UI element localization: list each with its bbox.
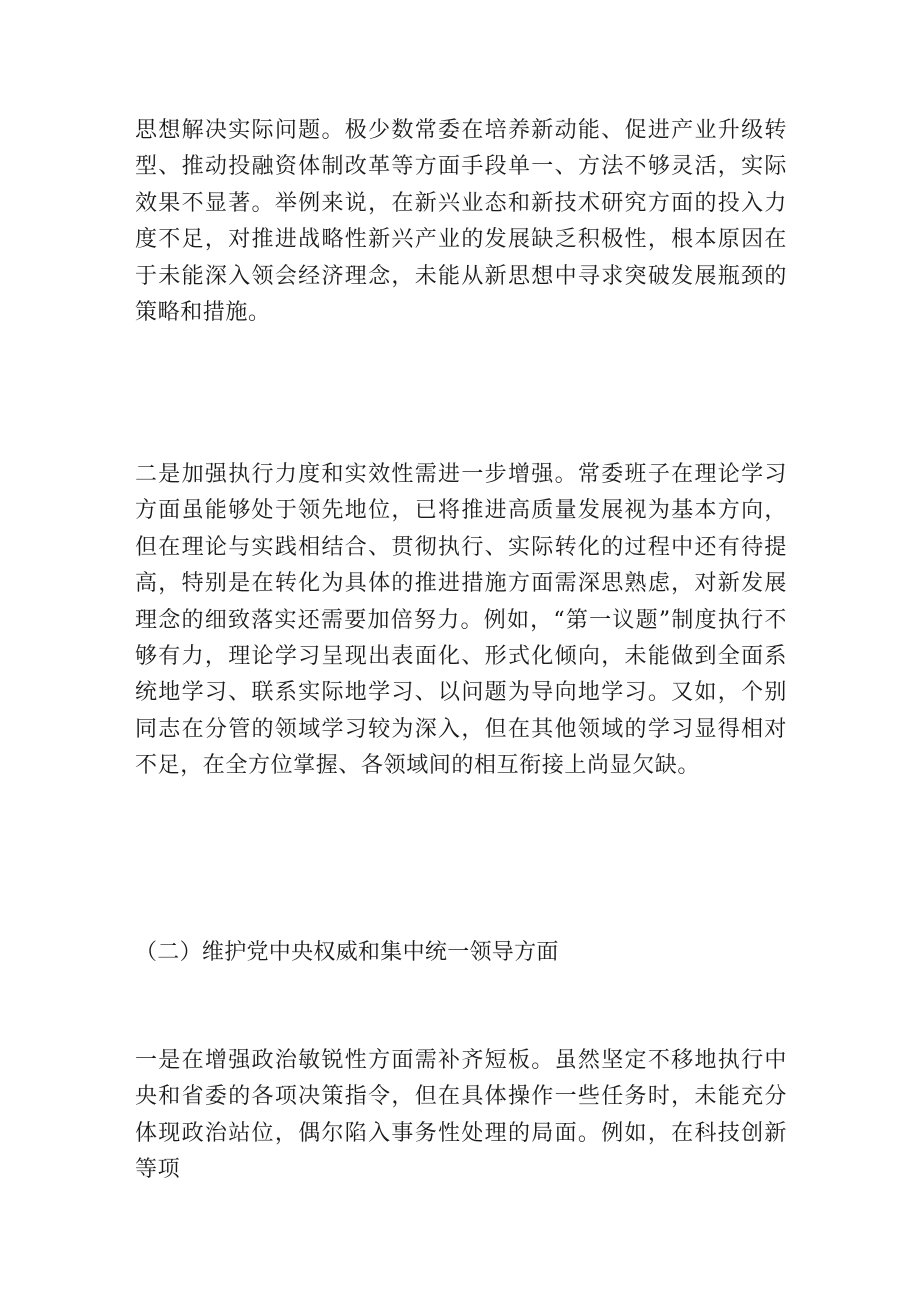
paragraph-execution-strength: 二是加强执行力度和实效性需进一步增强。常委班子在理论学习方面虽能够处于领先地位，已将推进高质量发展视为基本方向，但在理论与实践相结合、贯彻执行、实际转化的过程中还有待提高，特别是在转化为具体的推进措施方面需深思熟虑，对新发展理念的细致落实还需要加倍努力。例如，“第一议题”制度执行不够有力，理论学习呈现出表面化、形式化倾向，未能做到全面系统地学习、联系实际地学习、以问题为导向地学习。又如，个别同志在分管的领域学习较为深入，但在其他领域的学习显得相对不足，在全方位掌握、各领域间的相互衔接上尚显欠缺。 <box>135 462 787 779</box>
paragraph-political-sensitivity: 一是在增强政治敏锐性方面需补齐短板。虽然坚定不移地执行中央和省委的各项决策指令，但在具体操作一些任务时，未能充分体现政治站位，偶尔陷入事务性处理的局面。例如，在科技创新等项 <box>135 1048 787 1183</box>
section-heading: （二）维护党中央权威和集中统一领导方面 <box>135 940 559 965</box>
paragraph-economic-thinking: 思想解决实际问题。极少数常委在培养新动能、促进产业升级转型、推动投融资体制改革等方面手段单一、方法不够灵活，实际效果不显著。举例来说，在新兴业态和新技术研究方面的投入力度不足，对推进战略性新兴产业的发展缺乏积极性，根本原因在于未能深入领会经济理念，未能从新思想中寻求突破发展瓶颈的策略和措施。 <box>135 118 787 326</box>
